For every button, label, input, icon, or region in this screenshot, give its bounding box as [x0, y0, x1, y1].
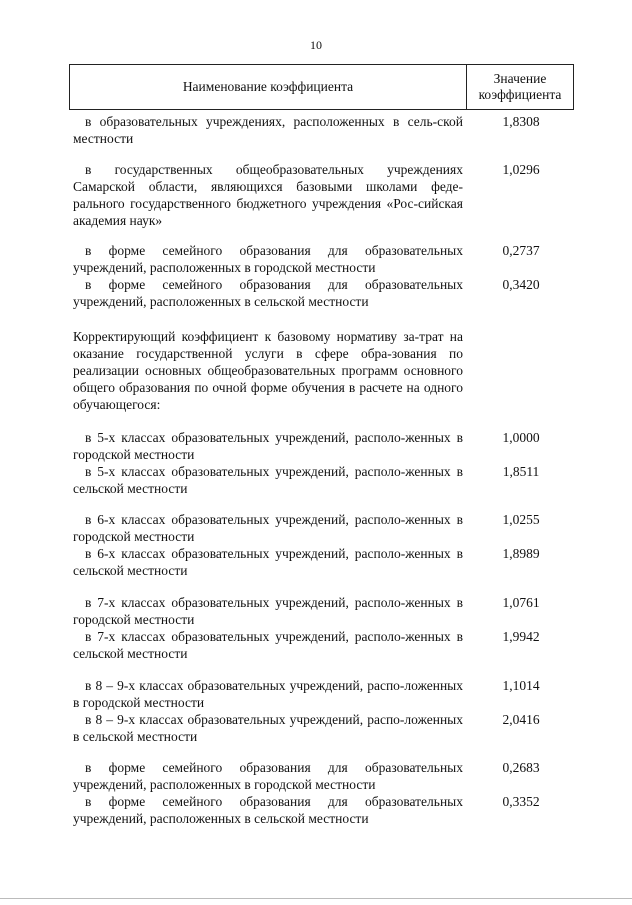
- row-value: 1,1014: [502, 678, 540, 693]
- section-heading: [73, 328, 463, 413]
- row-value: 0,2683: [502, 760, 540, 775]
- header-name-cell: Наименование коэффициента: [70, 65, 467, 109]
- row-description: в 6-х классах образовательных учреждений, располо-женных в сельской местности: [73, 546, 463, 578]
- header-value-line1: Значение: [493, 71, 547, 86]
- row-description: в образовательных учреждениях, расположенных в сель-ской местности: [73, 114, 463, 146]
- page-number: 10: [310, 38, 322, 52]
- table-row: [73, 545, 540, 579]
- row-description: в форме семейного образования для образовательных учреждений, расположенных в городской местности: [73, 760, 463, 792]
- row-description: в 5-х классах образовательных учреждений, располо-женных в городской местности: [73, 430, 463, 462]
- row-value: 0,3352: [502, 794, 540, 809]
- table-row: [73, 628, 540, 662]
- header-value-line2: коэффициента: [478, 87, 562, 102]
- table-row: [73, 276, 540, 310]
- row-description: в 7-х классах образовательных учреждений, располо-женных в сельской местности: [73, 629, 463, 661]
- row-value: 0,2737: [502, 243, 540, 258]
- row-value: 1,9942: [502, 629, 540, 644]
- row-value: 1,0255: [502, 512, 540, 527]
- table-row: [73, 711, 540, 745]
- row-value: 1,8989: [502, 546, 540, 561]
- table-row: [73, 793, 540, 827]
- table-header: [69, 64, 574, 110]
- row-value: 1,0000: [502, 430, 540, 445]
- row-description: в 6-х классах образовательных учреждений, располо-женных в городской местности: [73, 512, 463, 544]
- row-value: 1,8511: [502, 464, 540, 479]
- row-description: в 5-х классах образовательных учреждений, располо-женных в сельской местности: [73, 464, 463, 496]
- row-description: в государственных общеобразовательных учреждениях Самарской области, являющихся базовыми школами феде-рального государственного бюджетного учреждения «Рос-сийская академия наук»: [73, 162, 463, 228]
- header-value-cell: [467, 65, 573, 109]
- row-value: 1,0296: [502, 162, 540, 177]
- row-value: 1,0761: [502, 595, 540, 610]
- table-row: [73, 594, 540, 628]
- table-row: [73, 511, 540, 545]
- row-description: Корректирующий коэффициент к базовому нормативу за-трат на оказание государственной услуги в сфере обра-зования по реализации основных общеобразовательных программ основного общего образования по очной форме обучения в расчете на одного обучающегося:: [73, 329, 463, 412]
- table-row: [73, 463, 540, 497]
- table-row: [73, 113, 540, 147]
- table-row: [73, 429, 540, 463]
- row-value: 1,8308: [502, 114, 540, 129]
- row-value: 0,3420: [502, 277, 540, 292]
- row-description: в форме семейного образования для образовательных учреждений, расположенных в сельской местности: [73, 794, 463, 826]
- row-description: в 8 – 9-х классах образовательных учреждений, распо-ложенных в городской местности: [73, 678, 463, 710]
- row-description: в 8 – 9-х классах образовательных учреждений, распо-ложенных в сельской местности: [73, 712, 463, 744]
- row-description: в форме семейного образования для образовательных учреждений, расположенных в городской местности: [73, 243, 463, 275]
- row-value: 2,0416: [502, 712, 540, 727]
- row-description: в форме семейного образования для образовательных учреждений, расположенных в сельской местности: [73, 277, 463, 309]
- page-bottom-edge: [0, 898, 632, 899]
- table-row: [73, 161, 540, 229]
- table-row: [73, 677, 540, 711]
- table-row: [73, 759, 540, 793]
- row-description: в 7-х классах образовательных учреждений, располо-женных в городской местности: [73, 595, 463, 627]
- table-row: [73, 242, 540, 276]
